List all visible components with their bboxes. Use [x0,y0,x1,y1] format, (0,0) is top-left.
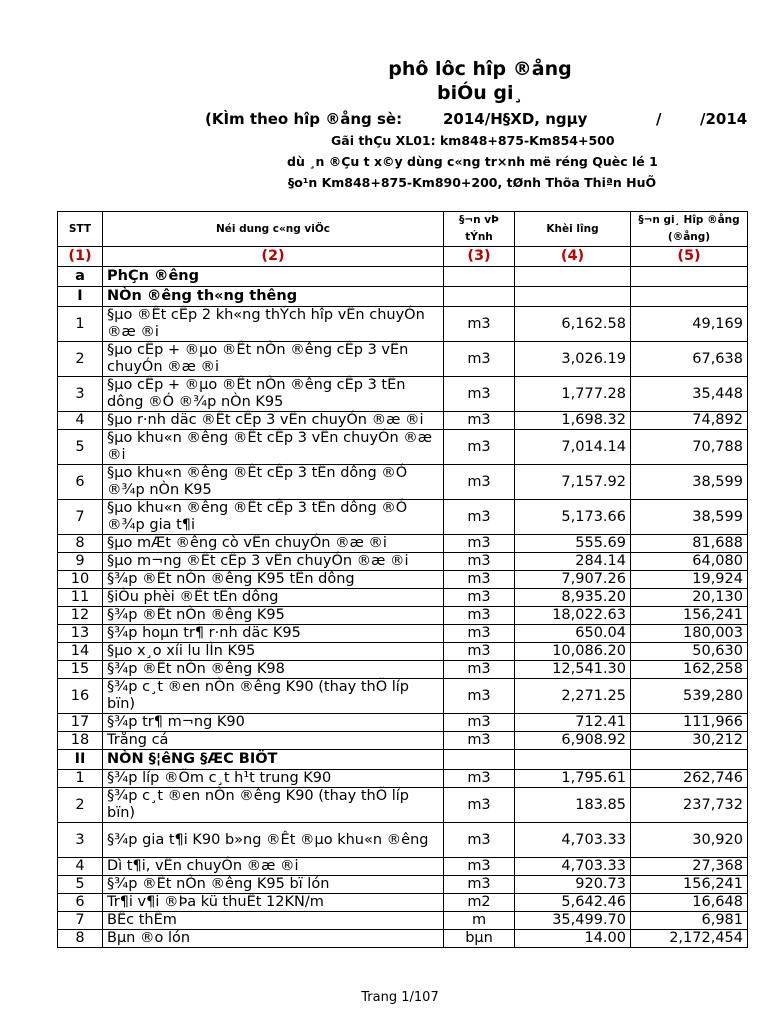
stt-cell: 15 [58,661,103,679]
stt-cell: a [58,267,103,287]
quantity-cell: 712.41 [515,714,631,732]
table-row [58,500,748,535]
table-row [58,307,748,342]
unit-price-cell: 20,130 [631,589,748,607]
header-unit-price: §¬n gi¸ Hîp ®ång (®ång) [631,212,748,247]
unit-cell [444,267,515,287]
table-row [58,342,748,377]
unit-price-cell: 262,746 [631,770,748,788]
index-3: (3) [444,247,515,267]
stt-cell: 6 [58,894,103,912]
content-cell: §¾p ®Êt nÒn ®êng K95 bï lón [103,876,444,894]
unit-price-cell: 539,280 [631,679,748,714]
table-row [58,894,748,912]
unit-price-cell: 162,258 [631,661,748,679]
stt-cell: 13 [58,625,103,643]
table-row [58,858,748,876]
unit-cell: m3 [444,589,515,607]
quantity-cell: 12,541.30 [515,661,631,679]
unit-cell: bµn [444,930,515,948]
table-row [58,788,748,823]
unit-price-cell: 70,788 [631,430,748,465]
stt-cell: 2 [58,788,103,823]
content-cell: §¾p gia t¶i K90 b»ng ®Êt ®µo khu«n ®êng [103,823,444,858]
unit-cell: m3 [444,307,515,342]
stt-cell: 2 [58,342,103,377]
content-cell: §¾p ®Êt nÒn ®êng K95 [103,607,444,625]
unit-price-cell [631,287,748,307]
table-index-row [58,247,748,267]
unit-cell: m3 [444,412,515,430]
stt-cell: 16 [58,679,103,714]
quantity-cell: 920.73 [515,876,631,894]
table-row [58,412,748,430]
quantity-cell: 650.04 [515,625,631,643]
unit-price-cell: 30,212 [631,732,748,750]
content-cell: §µo m¬ng ®Êt cÊp 3 vËn chuyÓn ®æ ®i [103,553,444,571]
content-cell: Bµn ®o lón [103,930,444,948]
content-cell: §¾p ®Êt nÒn ®êng K98 [103,661,444,679]
header-stt: STT [58,212,103,247]
index-1: (1) [58,247,103,267]
content-cell: §µo mÆt ®êng cò vËn chuyÓn ®æ ®i [103,535,444,553]
unit-cell: m3 [444,661,515,679]
header-unit: §¬n vÞ tÝnh [444,212,515,247]
stt-cell: 4 [58,858,103,876]
table-row [58,625,748,643]
table-row [58,643,748,661]
stt-cell: 3 [58,823,103,858]
content-cell: PhÇn ®êng [103,267,444,287]
stt-cell: 11 [58,589,103,607]
content-cell: §µo x¸o xíi lu lÌn K95 [103,643,444,661]
table-row [58,535,748,553]
quantity-cell: 7,157.92 [515,465,631,500]
package-line: Gãi thÇu XL01: km848+875-Km854+500 [331,133,615,148]
unit-price-cell: 156,241 [631,876,748,894]
content-cell: §iÒu phèi ®Êt tËn dông [103,589,444,607]
quantity-cell: 18,022.63 [515,607,631,625]
table-row [58,876,748,894]
index-4: (4) [515,247,631,267]
unit-cell: m [444,912,515,930]
content-cell: §µo ®Êt cÊp 2 kh«ng thÝch hîp vËn chuyÓn ®æ ®i [103,307,444,342]
content-cell: Dì t¶i, vËn chuyÓn ®æ ®i [103,858,444,876]
quantity-cell [515,287,631,307]
quantity-cell: 7,014.14 [515,430,631,465]
quantity-cell: 1,795.61 [515,770,631,788]
stt-cell: 12 [58,607,103,625]
table-row [58,607,748,625]
content-cell: §¾p líp ®Öm c¸t h¹t trung K90 [103,770,444,788]
table-row [58,589,748,607]
table-row [58,732,748,750]
unit-cell: m3 [444,823,515,858]
table-row [58,930,748,948]
table-row [58,377,748,412]
content-cell: §µo khu«n ®êng ®Êt cÊp 3 vËn chuyÓn ®æ ®i [103,430,444,465]
unit-cell: m3 [444,643,515,661]
stt-cell: 1 [58,307,103,342]
unit-price-cell: 67,638 [631,342,748,377]
content-cell: §¾p c¸t ®en nÒn ®êng K90 (thay thÕ líp bïn) [103,679,444,714]
unit-price-cell: 111,966 [631,714,748,732]
quantity-cell: 14.00 [515,930,631,948]
contract-ref-slash: / [656,110,662,128]
content-cell: §µo khu«n ®êng ®Êt cÊp 3 tËn dông ®Ó ®¾p nÒn K95 [103,465,444,500]
quantity-cell: 7,907.26 [515,571,631,589]
unit-cell: m2 [444,894,515,912]
table-row [58,571,748,589]
content-cell: §¾p c¸t ®en nÒn ®êng K90 (thay thÕ líp bïn) [103,788,444,823]
quantity-cell: 555.69 [515,535,631,553]
unit-price-cell: 180,003 [631,625,748,643]
unit-cell: m3 [444,607,515,625]
index-2: (2) [103,247,444,267]
content-cell: BÊc thÊm [103,912,444,930]
contract-ref-number: 2014/H§XD, ngµy [443,110,588,128]
unit-price-cell: 49,169 [631,307,748,342]
stt-cell: 8 [58,535,103,553]
stt-cell: 4 [58,412,103,430]
unit-price-cell: 74,892 [631,412,748,430]
stt-cell: 18 [58,732,103,750]
stt-cell: II [58,750,103,770]
content-cell: §¾p ®Êt nÒn ®êng K95 tËn dông [103,571,444,589]
unit-cell: m3 [444,377,515,412]
content-cell: §¾p hoµn tr¶ r·nh däc K95 [103,625,444,643]
quantity-cell: 35,499.70 [515,912,631,930]
unit-cell: m3 [444,500,515,535]
table-row [58,679,748,714]
document-subtitle: biÓu gi¸ [436,82,524,104]
stt-cell: 6 [58,465,103,500]
quantity-cell: 1,698.32 [515,412,631,430]
unit-price-cell: 2,172,454 [631,930,748,948]
unit-price-cell: 38,599 [631,500,748,535]
unit-cell: m3 [444,788,515,823]
content-cell: §µo cÊp + ®µo ®Êt nÒn ®êng cÊp 3 tËn dông ®Ó ®¾p nÒn K95 [103,377,444,412]
section-row [58,287,748,307]
header-quantity: Khèi lîng [515,212,631,247]
table-header-row [58,212,748,247]
unit-cell [444,287,515,307]
content-cell: §µo r·nh däc ®Êt cÊp 3 vËn chuyÓn ®æ ®i [103,412,444,430]
unit-cell: m3 [444,342,515,377]
quantity-cell: 10,086.20 [515,643,631,661]
section-line: §o¹n Km848+875-Km890+200, tØnh Thõa Thiªn HuÕ [288,175,657,190]
quantity-cell: 1,777.28 [515,377,631,412]
quantity-cell [515,750,631,770]
unit-cell: m3 [444,625,515,643]
unit-price-cell: 156,241 [631,607,748,625]
quantity-cell: 183.85 [515,788,631,823]
stt-cell: 3 [58,377,103,412]
contract-ref-year: /2014 [700,110,748,128]
quantity-cell: 6,908.92 [515,732,631,750]
unit-price-cell: 6,981 [631,912,748,930]
stt-cell: 9 [58,553,103,571]
content-cell: NÒn ®êng th«ng thêng [103,287,444,307]
content-cell: NÒN §¦êNG §ÆC BIÖT [103,750,444,770]
table-row [58,553,748,571]
content-cell: Tr¶i v¶i ®Þa kü thuËt 12KN/m [103,894,444,912]
stt-cell: 8 [58,930,103,948]
unit-cell: m3 [444,571,515,589]
quantity-cell: 2,271.25 [515,679,631,714]
table-row [58,912,748,930]
price-table [57,211,748,948]
unit-price-cell: 19,924 [631,571,748,589]
unit-price-cell: 30,920 [631,823,748,858]
page-number: Trang 1/107 [361,990,439,1005]
unit-cell: m3 [444,858,515,876]
stt-cell: I [58,287,103,307]
contract-ref-prefix: (KÌm theo hîp ®ång sè: [205,110,403,128]
unit-price-cell: 81,688 [631,535,748,553]
unit-price-cell: 27,368 [631,858,748,876]
quantity-cell: 4,703.33 [515,823,631,858]
content-cell: §µo khu«n ®êng ®Êt cÊp 3 tËn dông ®Ó ®¾p gia t¶i [103,500,444,535]
unit-price-cell: 16,648 [631,894,748,912]
quantity-cell [515,267,631,287]
content-cell: §µo cÊp + ®µo ®Êt nÒn ®êng cÊp 3 vËn chuyÓn ®æ ®i [103,342,444,377]
unit-price-cell: 50,630 [631,643,748,661]
stt-cell: 10 [58,571,103,589]
unit-cell: m3 [444,430,515,465]
stt-cell: 14 [58,643,103,661]
table-row [58,714,748,732]
index-5: (5) [631,247,748,267]
quantity-cell: 8,935.20 [515,589,631,607]
quantity-cell: 3,026.19 [515,342,631,377]
header-content: Néi dung c«ng viÖc [103,212,444,247]
unit-cell: m3 [444,732,515,750]
unit-cell: m3 [444,714,515,732]
unit-price-cell: 38,599 [631,465,748,500]
content-cell: Trång cá [103,732,444,750]
unit-price-cell [631,267,748,287]
unit-cell: m3 [444,679,515,714]
unit-price-cell: 237,732 [631,788,748,823]
section-row [58,267,748,287]
table-row [58,770,748,788]
unit-cell: m3 [444,553,515,571]
stt-cell: 5 [58,430,103,465]
table-row [58,823,748,858]
table-row [58,430,748,465]
stt-cell: 1 [58,770,103,788]
section-row [58,750,748,770]
quantity-cell: 4,703.33 [515,858,631,876]
quantity-cell: 5,642.46 [515,894,631,912]
unit-cell: m3 [444,876,515,894]
quantity-cell: 6,162.58 [515,307,631,342]
document-title: phô lôc hîp ®ång [388,58,572,80]
quantity-cell: 284.14 [515,553,631,571]
quantity-cell: 5,173.66 [515,500,631,535]
project-line: dù ¸n ®Çu t x©y dùng c«ng tr×nh më réng Quèc lé 1 [287,154,658,169]
unit-price-cell: 64,080 [631,553,748,571]
unit-price-cell: 35,448 [631,377,748,412]
stt-cell: 7 [58,912,103,930]
unit-cell: m3 [444,535,515,553]
unit-price-cell [631,750,748,770]
table-row [58,465,748,500]
table-row [58,661,748,679]
stt-cell: 7 [58,500,103,535]
unit-cell: m3 [444,770,515,788]
content-cell: §¾p tr¶ m¬ng K90 [103,714,444,732]
stt-cell: 17 [58,714,103,732]
unit-cell [444,750,515,770]
unit-cell: m3 [444,465,515,500]
stt-cell: 5 [58,876,103,894]
